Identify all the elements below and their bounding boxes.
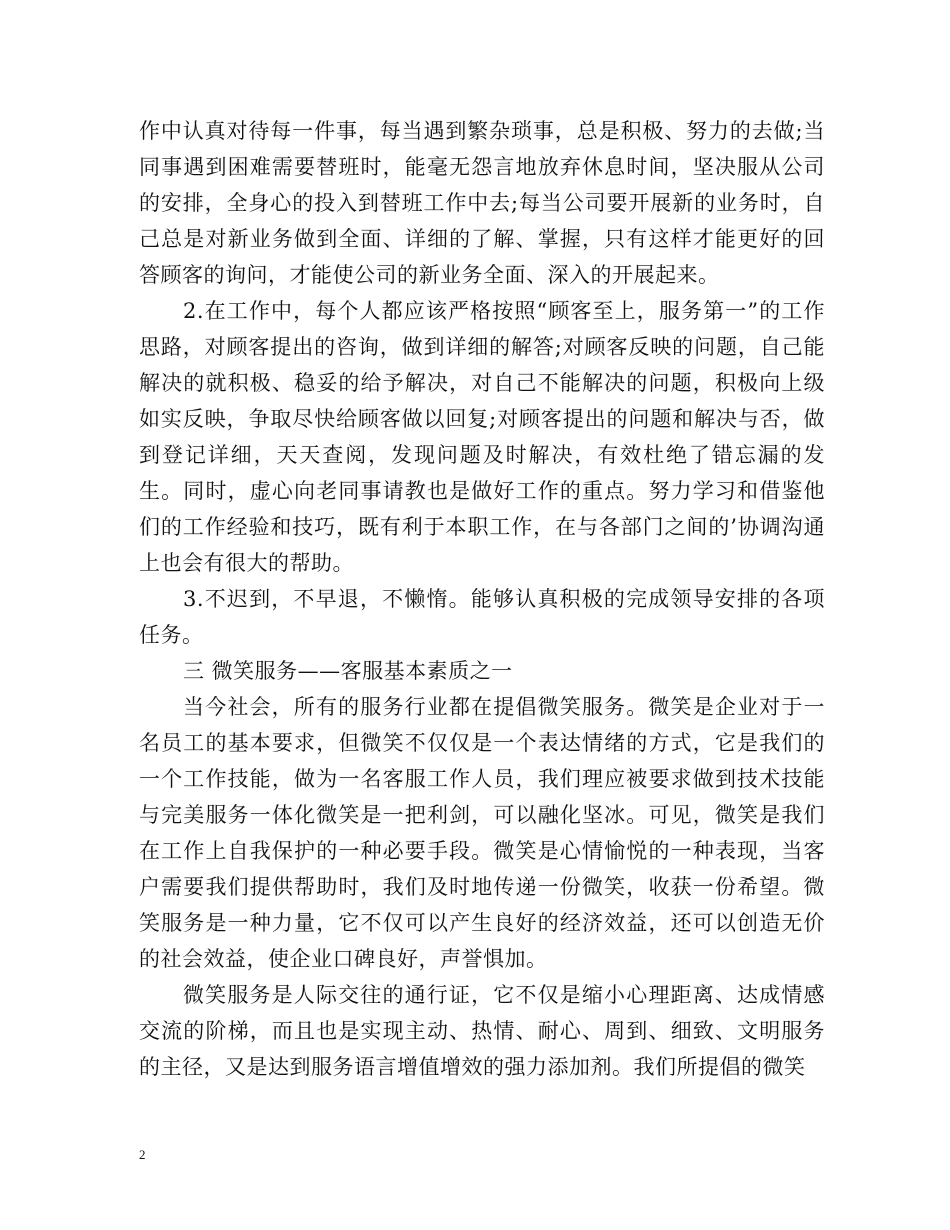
paragraph-smile-service-2: 微笑服务是人际交往的通行证，它不仅是缩小心理距离、达成情感交流的阶梯，而且也是实现主动、热情、耐心、周到、细致、文明服务的主径，又是达到服务语言增值增效的强力添加剂。我们所提倡的微笑 xyxy=(139,983,825,1079)
paragraph-item-3: 3.不迟到，不早退，不懒惰。能够认真积极的完成领导安排的各项任务。 xyxy=(139,587,825,647)
paragraph-continuation: 作中认真对待每一件事，每当遇到繁杂琐事，总是积极、努力的去做;当同事遇到困难需要替班时，能毫无怨言地放弃休息时间，坚决服从公司的安排，全身心的投入到替班工作中去;每当公司要开展新的业务时，自己总是对新业务做到全面、详细的了解、掌握，只有这样才能更好的回答顾客的询问，才能使公司的新业务全面、深入的开展起来。 xyxy=(139,119,825,287)
paragraph-item-2: 2.在工作中，每个人都应该严格按照“顾客至上，服务第一”的工作思路，对顾客提出的咨询，做到详细的解答;对顾客反映的问题，自己能解决的就积极、稳妥的给予解决，对自己不能解决的问题，积极向上级如实反映，争取尽快给顾客做以回复;对顾客提出的问题和解决与否，做到登记详细，天天查阅，发现问题及时解决，有效杜绝了错忘漏的发生。同时，虚心向老同事请教也是做好工作的重点。努力学习和借鉴他们的工作经验和技巧，既有利于本职工作，在与各部门之间的’协调沟通上也会有很大的帮助。 xyxy=(139,299,825,575)
section-heading: 三 微笑服务——客服基本素质之一 xyxy=(183,659,513,683)
document-body xyxy=(139,113,825,1085)
page-number: 2 xyxy=(139,1147,146,1162)
paragraph-smile-service-1: 当今社会，所有的服务行业都在提倡微笑服务。微笑是企业对于一名员工的基本要求，但微笑不仅仅是一个表达情绪的方式，它是我们的一个工作技能，做为一名客服工作人员，我们理应被要求做到技术技能与完美服务一体化微笑是一把利剑，可以融化坚冰。可见，微笑是我们在工作上自我保护的一种必要手段。微笑是心情愉悦的一种表现，当客户需要我们提供帮助时，我们及时地传递一份微笑，收获一份希望。微笑服务是一种力量，它不仅可以产生良好的经济效益，还可以创造无价的社会效益，使企业口碑良好，声誉惧加。 xyxy=(139,695,825,971)
